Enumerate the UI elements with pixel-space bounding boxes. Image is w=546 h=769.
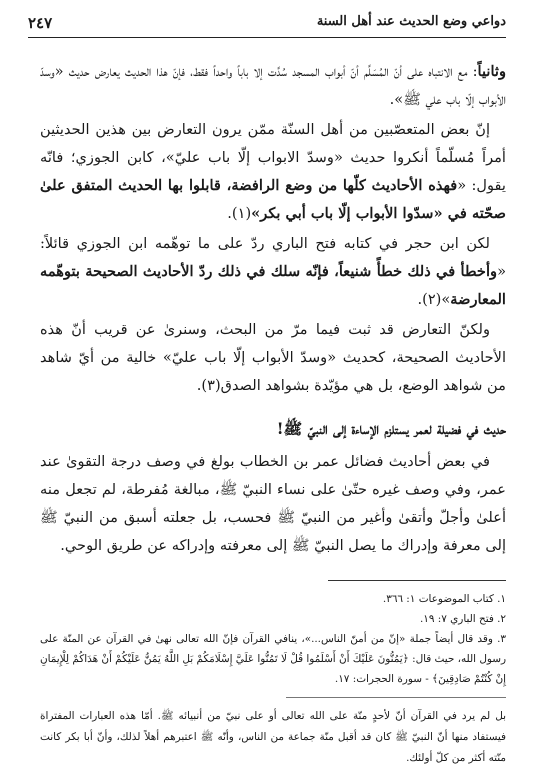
paragraph-1-text: : مع الانتباه على أنّ المُسَلَّم أنّ أبواب المسجد سُدَّت إلا باباً واحداً فقط، فإنّ هذا الحديث يعارض حديث «وسدّ الأبواب إلّا باب علي ﷺ».	[40, 63, 506, 108]
footnote-continuation-separator	[286, 697, 506, 698]
page-number: ٢٤٧	[28, 14, 53, 32]
section-paragraph: في بعض أحاديث فضائل عمر بن الخطاب بولغ في وصف درجة التقوىٰ عند عمر، وفي وصف غيره حتّىٰ على نساء النبيّ ﷺ، مبالغة مُفرطة، لم تجعل منه أعلىٰ وأجلّ وأتقىٰ وأغير من النبيّ ﷺ فحسب، بل جعلته أسبق من النبيّ ﷺ إلى معرفة وإدراك ما يصل النبيّ ﷺ إلى معرفته وإدراكه عن طريق الوحي.	[40, 453, 506, 554]
paragraph-1-lead: وثانياً	[477, 63, 506, 80]
footnote-continuation: بل لم يرد في القرآن أنّ لأحدٍ منّة على الله تعالى أو على نبيّ من أنبيائه ﷺ. أمّا هذه العبارات المفتراة فيستفاد منها أنّ النبيّ ﷺ كان قد أقبل منّة جماعة من الناس، وأنّه ﷺ اعتبرهم أهلاً لذلك، وأنّ أبا بكر كانت منّته أكثر من كلّ أولئك.	[40, 710, 506, 764]
footnote-1: ١. كتاب الموضوعات ١: ٣٦٦.	[382, 593, 506, 605]
header-rule	[28, 37, 506, 38]
footnote-ref-1: (١).	[227, 205, 252, 222]
footnote-ref-2: »(٢).	[417, 291, 451, 308]
paragraph-2	[40, 116, 506, 228]
running-title: دواعي وضع الحديث عند أهل السنة	[316, 14, 506, 29]
paragraph-2-text: إنّ بعض المتعصّبين من أهل السنّة ممّن يرون التعارض بين هذين الحديثين أمراً مُسلّماً أنكروا حديث «وسدّ الابواب إلّا باب عليّ»، كابن الجوزي؛ فانّه يقول: «	[40, 121, 506, 194]
page-body	[40, 58, 506, 769]
footnote-2: ٢. فتح الباري ٧: ١٩.	[419, 613, 506, 625]
section-heading: حديث في فضيلة لعمر يستلزم الإساءة إلى النبيّ ﷺ!	[276, 419, 506, 438]
paragraph-4: ولكنّ التعارض قد ثبت فيما مرّ من البحث، وسنرىٰ عن قريب أنّ هذه الأحاديث الصحيحة، كحديث «وسدّ الأبواب إلّا باب عليّ» خالية من أيّ شاهد من شواهد الوضع، بل هي مؤيّدة بشواهد الصدق(٣).	[40, 321, 506, 394]
footnote-3: ٣. وقد قال أيضاً جملة «إنّ من أمنّ الناس...»، ينافي القرآن فإنّ الله تعالى نهىٰ في القرآن عن المنّة على رسول الله، حيث قال: ﴿يَمُنُّونَ عَلَيْكَ أَنْ أَسْلَمُوا قُلْ لَا تَمُنُّوا عَلَيَّ إِسْلَامَكُمْ بَلِ اللَّهُ يَمُنُّ عَلَيْكُمْ أَنْ هَدَاكُمْ لِلْإِيمَانِ إِنْ كُنْتُمْ صَادِقِينَ﴾ - سورة الحجرات: ١٧.	[40, 633, 506, 685]
footnote-separator	[328, 580, 506, 581]
paragraph-3-text: لكن ابن حجر في كتابه فتح الباري ردّ على ما توهّمه ابن الجوزي قائلاً: «	[40, 235, 506, 280]
paragraph-3-quote: وأخطأ في ذلك خطأً شنيعاً، فإنّه سلك في ذلك ردّ الأحاديث الصحيحة بتوهّمه المعارضة	[40, 263, 506, 308]
paragraph-3	[40, 230, 506, 314]
paragraph-1	[40, 58, 506, 114]
page-header	[28, 14, 506, 36]
paragraph-2-quote: فهذه الأحاديث كلّها من وضع الرافضة، قابلوا بها الحديث المتفق علىٰ صحّته في «سدّوا الأبواب إلّا باب أبي بكر»	[40, 177, 506, 222]
